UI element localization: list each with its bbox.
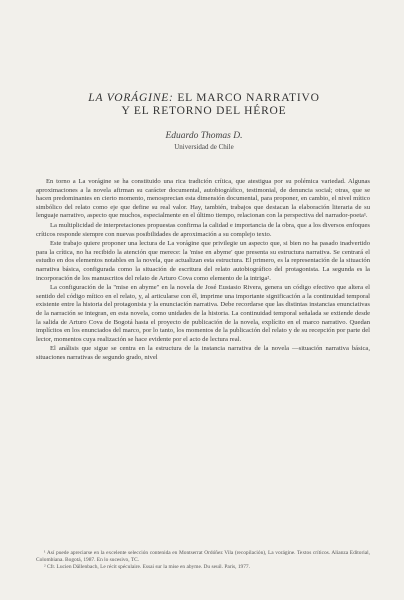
footnote-1: ¹ Así puede apreciarse en la excelente selección contenida en Montserrat Ordóñez Vila (recopilación), La vorágine. Textos críticos. Alianza Editorial, Colombiana. Bogotá, 1987. En lo sucesivo, TC. [36, 550, 370, 563]
paragraph-5: El análisis que sigue se centra en la estructura de la instancia narrativa de la novela —situación narrativa básica, situaciones narrativas de segundo grado, nivel [36, 345, 370, 361]
title-line1-rest: EL MARCO NARRATIVO [173, 92, 320, 104]
author-affiliation: Universidad de Chile [174, 143, 234, 151]
paragraph-1: En torno a La vorágine se ha constituido una rica tradición crítica, que atestigua por su polémica variedad. Algunas aproximaciones a la novela afirman su carácter documental, autobiográfico, testimonial, de denuncia social; otras, que se hacen predominantes en cierto momento, menosprecian esta dimensión documental, para proponer, en cambio, el nivel mítico simbólico del relato como eje que define su real valor. Hay, también, trabajos que destacan la elaboración literaria de su lenguaje narrativo, aspecto que muchos, especialmente en el último tiempo, relacionan con la perspectiva del narrador-poeta¹. [36, 178, 370, 220]
title-work-name: LA VORÁGINE: [88, 92, 174, 104]
footnote-2: ² Cfr. Lucien Dällenbach, Le récit spéculaire. Essai sur la mise en abyme. Du seuil. Paris, 1977. [44, 564, 250, 570]
article-title [34, 92, 374, 118]
footnotes [36, 550, 370, 571]
title-line2: Y EL RETORNO DEL HÉROE [121, 105, 287, 117]
article-body [36, 178, 370, 363]
paragraph-4: La configuración de la "mise en abyme" en la novela de José Eustasio Rivera, genera un código efectivo que altera el sentido del código mítico en el relato, y, al articularse con él, imprime una importante significación a la continuidad temporal existente entre la historia del protagonista y la enunciación narrativa. Debe recordarse que las distintas instancias enunciativas de la narración se integran, en esta novela, como unidades de la historia. La continuidad temporal señalada se extiende desde la salida de Arturo Cova de Bogotá hasta el proyecto de publicación de la novela, explícito en el marco narrativo. Quedan implícitos en los enunciados del marco, por lo tanto, los momentos de la publicación del relato y de su recepción por parte del lector, momentos cuya realización se hace evidente por el acto de lectura real. [36, 284, 370, 343]
paragraph-3: Este trabajo quiere proponer una lectura de La vorágine que privilegie un aspecto que, si bien no ha pasado inadvertido para la crítica, no ha recibido la atención que merece: la 'mise en abyme' que presenta su estructura narrativa. Se centrará el estudio en dos elementos notables en la novela, que actualizan esta estructura. El primero, es la representación de la situación narrativa básica, configurada como la situación de escritura del relato autobiográfico del protagonista. La segunda es la incorporación de los manuscritos del relato de Arturo Cova como elemento de la intriga². [36, 240, 370, 282]
author-name: Eduardo Thomas D. [165, 131, 243, 141]
paragraph-2: La multiplicidad de interpretaciones propuestas confirma la calidad e importancia de la obra, que a los diversos enfoques críticos responde siempre con nuevas posibilidades de aproximación a su complejo texto. [36, 221, 370, 238]
